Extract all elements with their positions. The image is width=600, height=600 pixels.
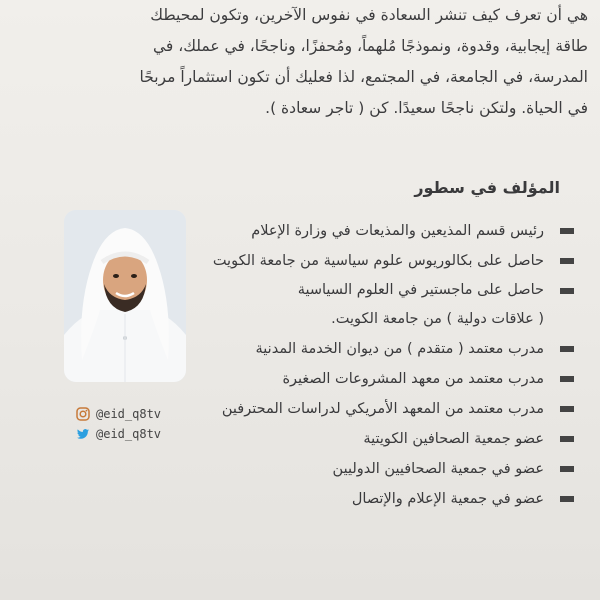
bullet-icon <box>560 496 574 502</box>
bullet-icon <box>560 258 574 264</box>
bio-item <box>198 424 578 454</box>
intro-line: هي أن تعرف كيف تنشر السعادة في نفوس الآخرين، وتكون لمحيطك <box>150 6 588 24</box>
bio-item-text: رئيس قسم المذيعين والمذيعات في وزارة الإعلام <box>251 223 544 239</box>
instagram-handle: @eid_q8tv <box>96 407 162 421</box>
bio-item-text: مدرب معتمد من معهد المشروعات الصغيرة <box>282 371 544 387</box>
bio-item <box>198 246 578 276</box>
bio-item <box>198 484 578 514</box>
bio-item <box>198 394 578 424</box>
author-bio-heading: المؤلف في سطور <box>414 178 560 197</box>
intro-paragraph <box>60 0 588 124</box>
author-bio-list <box>198 216 578 514</box>
bio-item-text: عضو في جمعية الإعلام والإتصال <box>351 491 544 507</box>
bio-item <box>198 364 578 394</box>
author-photo <box>64 210 186 382</box>
bullet-icon <box>560 376 574 382</box>
intro-line: طاقة إيجابية، وقدوة، ونموذجًا مُلهماً، ومُحفزًا، وناجحًا، في عملك، في <box>152 37 588 55</box>
bio-item-text: مدرب معتمد من المعهد الأمريكي لدراسات المحترفين <box>221 401 544 417</box>
twitter-icon <box>76 427 90 441</box>
bio-item <box>198 454 578 484</box>
bullet-icon <box>560 436 574 442</box>
bullet-icon <box>560 466 574 472</box>
bullet-icon <box>560 406 574 412</box>
bio-item <box>198 334 578 364</box>
bio-item-text: حاصل على بكالوريوس علوم سياسية من جامعة الكويت <box>212 253 544 269</box>
twitter-row[interactable] <box>76 424 161 444</box>
bio-item-text: حاصل على ماجستير في العلوم السياسية <box>297 282 544 298</box>
bio-item-text: عضو جمعية الصحافين الكويتية <box>363 431 544 447</box>
bio-item-text: عضو في جمعية الصحافيين الدوليين <box>332 461 544 477</box>
bio-item <box>198 276 578 334</box>
bio-item-text: مدرب معتمد ( متقدم ) من ديوان الخدمة المدنية <box>255 341 544 357</box>
twitter-handle: @eid_q8tv <box>96 427 162 441</box>
social-handles <box>76 404 161 444</box>
bio-item-text: ( علاقات دولية ) من جامعة الكويت. <box>331 311 544 327</box>
intro-line: في الحياة. ولتكن ناجحًا سعيدًا. كن ( تاجر سعادة ). <box>265 99 588 117</box>
instagram-icon <box>76 407 90 421</box>
bullet-icon <box>560 288 574 294</box>
bullet-icon <box>560 228 574 234</box>
bullet-icon <box>560 346 574 352</box>
instagram-row[interactable] <box>76 404 161 424</box>
intro-line: المدرسة، في الجامعة، في المجتمع، لذا فعليك أن تكون استثماراً مربحًا <box>139 68 588 86</box>
author-portrait-illustration <box>64 210 186 382</box>
bio-item <box>198 216 578 246</box>
